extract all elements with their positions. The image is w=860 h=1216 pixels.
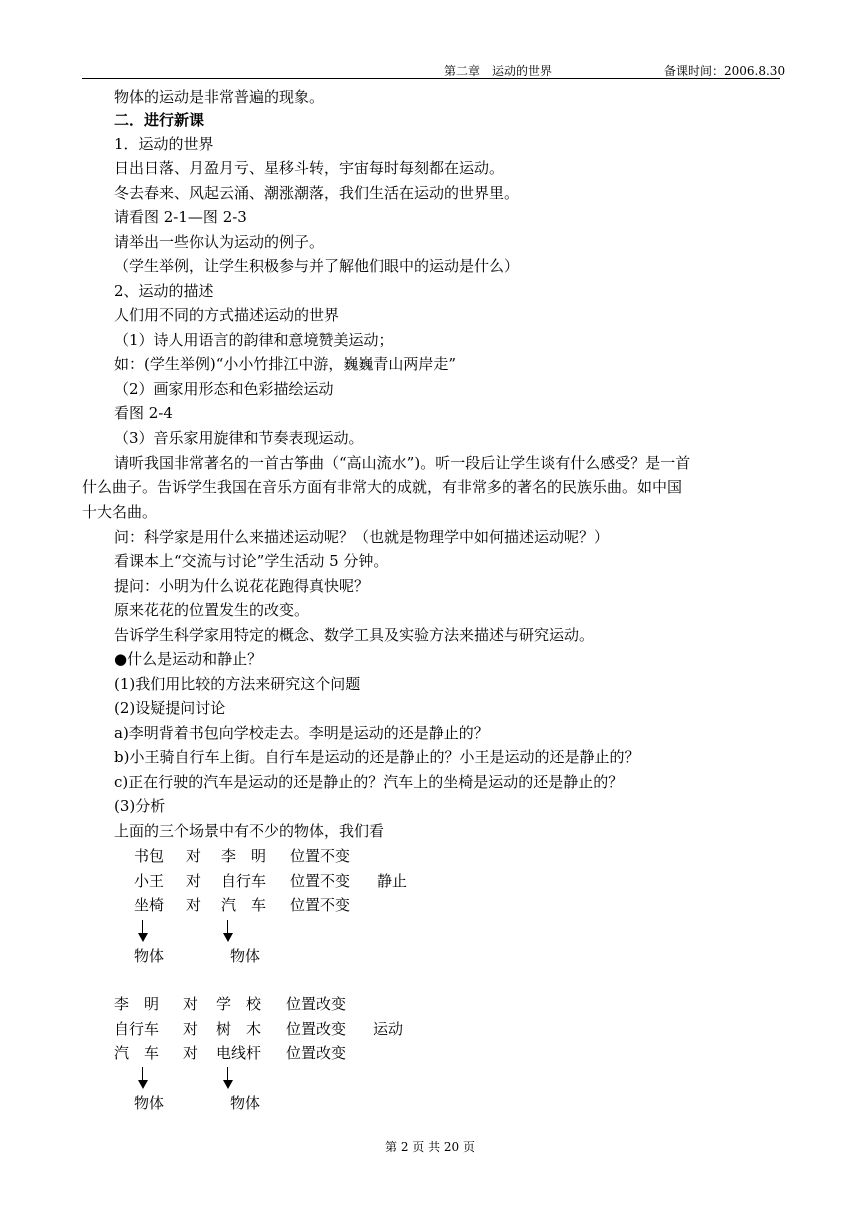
relation-cell: 位置改变 [286,1044,347,1062]
object-cell: 书包 [134,847,165,865]
text-line: 冬去春来、风起云涌、潮涨潮落，我们生活在运动的世界里。 [114,184,520,202]
text-line: 提问：小明为什么说花花跑得真快呢？ [114,577,370,595]
text-line: （2）画家用形态和色彩描绘运动 [114,380,334,398]
text-line: 请看图 2-1—图 2-3 [114,208,247,226]
text-line: (1)我们用比较的方法来研究这个问题 [114,675,361,693]
reference-cell: 电线杆 [216,1044,262,1062]
paragraph-line: 十大名曲。 [82,503,158,521]
object-label: 物体 [134,1094,165,1112]
dui-cell: 对 [183,995,199,1013]
object-label: 物体 [230,947,261,965]
bullet-question: ●什么是运动和静止？ [114,650,263,668]
text-line: b)小王骑自行车上街。自行车是运动的还是静止的？小王是运动的还是静止的？ [114,748,640,766]
subsection-heading: 2、运动的描述 [114,282,214,300]
text-line: 日出日落、月盈月亏、星移斗转，宇宙每时每刻都在运动。 [114,159,505,177]
paragraph-line: 什么曲子。告诉学生我国在音乐方面有非常大的成就，有非常多的著名的民族乐曲。如中国 [82,478,683,496]
state-cell: 运动 [373,1020,404,1038]
header-rule [82,78,780,79]
dui-cell: 对 [183,1020,199,1038]
object-cell: 汽 车 [114,1044,160,1062]
reference-cell: 自行车 [221,872,267,890]
text-line: (3)分析 [114,797,166,815]
page-number: 第 2 页 共 20 页 [385,1140,475,1154]
relation-cell: 位置不变 [290,847,351,865]
header-prep-time: 备课时间：2006.8.30 [664,64,786,78]
text-line: （1）诗人用语言的韵律和意境赞美运动； [114,331,394,349]
section-heading: 二．进行新课 [114,111,205,129]
text-line: (2)设疑提问讨论 [114,699,226,717]
dui-cell: 对 [186,847,202,865]
object-cell: 小王 [134,872,165,890]
relation-cell: 位置不变 [290,896,351,914]
state-cell: 静止 [377,872,408,890]
object-cell: 自行车 [114,1020,160,1038]
reference-cell: 树 木 [216,1020,262,1038]
header-chapter: 第二章 运动的世界 [444,64,553,78]
text-line: 看课本上“交流与讨论”学生活动 5 分钟。 [114,552,389,570]
subsection-heading: 1．运动的世界 [114,135,214,153]
reference-cell: 汽 车 [221,896,267,914]
object-cell: 坐椅 [134,896,165,914]
paragraph-line: 请听我国非常著名的一首古筝曲（“高山流水”)。听一段后让学生谈有什么感受？是一首 [114,454,691,472]
relation-cell: 位置不变 [290,872,351,890]
text-line: 问：科学家是用什么来描述运动呢？（也就是物理学中如何描述运动呢？） [114,528,610,546]
dui-cell: 对 [186,872,202,890]
object-cell: 李 明 [114,995,160,1013]
object-label: 物体 [230,1094,261,1112]
text-line: （学生举例，让学生积极参与并了解他们眼中的运动是什么） [114,257,520,275]
text-line: 如：(学生举例)“小小竹排江中游，巍巍青山两岸走” [114,355,457,373]
text-line: 请举出一些你认为运动的例子。 [114,233,325,251]
object-label: 物体 [134,947,165,965]
text-line: 告诉学生科学家用特定的概念、数学工具及实验方法来描述与研究运动。 [114,626,595,644]
relation-cell: 位置改变 [286,1020,347,1038]
text-line: 上面的三个场景中有不少的物体，我们看 [114,822,385,840]
text-line: c)正在行驶的汽车是运动的还是静止的？汽车上的坐椅是运动的还是静止的？ [114,773,624,791]
text-line: 看图 2-4 [114,404,173,422]
text-line: （3）音乐家用旋律和节奏表现运动。 [114,429,364,447]
relation-cell: 位置改变 [286,995,347,1013]
text-line: 人们用不同的方式描述运动的世界 [114,306,340,324]
reference-cell: 李 明 [221,847,267,865]
text-line: 原来花花的位置发生的改变。 [114,601,310,619]
text-line: a)李明背着书包向学校走去。李明是运动的还是静止的？ [114,724,489,742]
dui-cell: 对 [186,896,202,914]
text-line: 物体的运动是非常普遍的现象。 [114,88,325,106]
dui-cell: 对 [183,1044,199,1062]
reference-cell: 学 校 [216,995,262,1013]
